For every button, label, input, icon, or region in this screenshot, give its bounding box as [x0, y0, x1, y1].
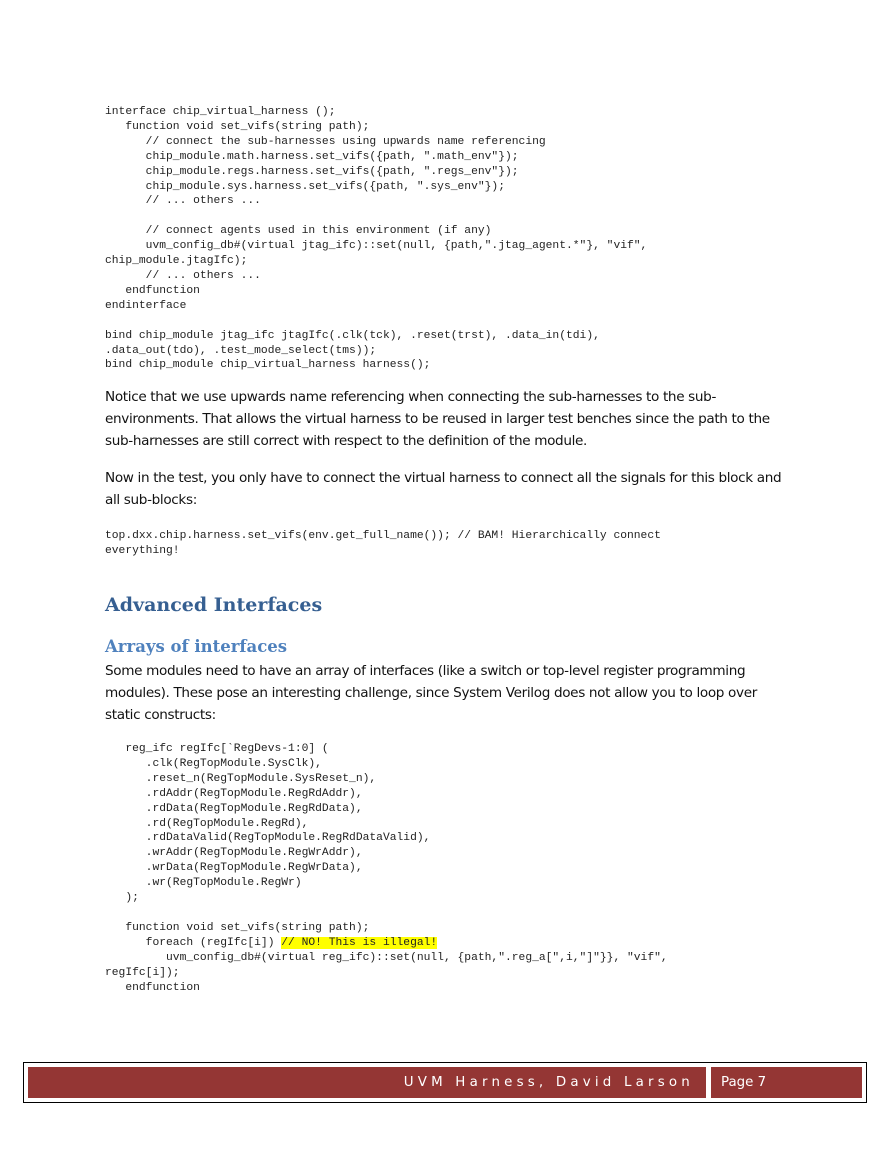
heading-arrays-of-interfaces: Arrays of interfaces: [105, 637, 288, 656]
paragraph-upwards-referencing: Notice that we use upwards name referencing when connecting the sub-harnesses to the sub-environments. That allows the virtual harness to be reused in larger test benches since the path to the sub-harnesses are still correct with respect to the definition of the module.: [105, 389, 770, 449]
heading-advanced-interfaces: Advanced Interfaces: [105, 594, 323, 616]
code-block-reg-ifc-array: [105, 742, 668, 995]
paragraph-arrays-challenge: Some modules need to have an array of interfaces (like a switch or top-level register programming modules). These pose an interesting challenge, since System Verilog does not allow you to loop over static constructs:: [105, 663, 757, 723]
code-block-set-vifs-call: top.dxx.chip.harness.set_vifs(env.get_full_name()); // BAM! Hierarchically connect everything!: [105, 530, 661, 557]
footer-page-number: Page 7: [711, 1067, 862, 1098]
illegal-comment-highlight: // NO! This is illegal!: [281, 936, 438, 949]
code-foreach-line: foreach (regIfc[i]): [105, 936, 282, 949]
paragraph-connect-test: Now in the test, you only have to connect the virtual harness to connect all the signals for this block and all sub-blocks:: [105, 470, 782, 508]
code-block-virtual-harness: interface chip_virtual_harness (); function void set_vifs(string path); // connect the sub-harnesses using upwards name referencing chip_module.math.harness.set_vifs({path, ".math_env"}); chip_module.regs.harness.set_vifs({path, ".regs_env"}); chip_module.sys.harness.set_vifs({path, ".sys_env"}); // ... others ... // connect agents used in this environment (if any) uvm_config_db#(virtual jtag_ifc)::set(null, {path,".jtag_agent.*"}, "vif", chip_module.jtagIfc); // ... others ... endfunction endinterface bind chip_module jtag_ifc jtagIfc(.clk(tck), .reset(trst), .data_in(tdi), .data_out(tdo), .test_mode_select(tms)); bind chip_module chip_virtual_harness harness();: [105, 106, 648, 372]
code-reg-ifc-body: reg_ifc regIfc[`RegDevs-1:0] ( .clk(RegTopModule.SysClk), .reset_n(RegTopModule.SysReset_n), .rdAddr(RegTopModule.RegRdAddr), .rdData(RegTopModule.RegRdData), .rd(RegTopModule.RegRd), .rdDataValid(RegTopModule.RegRdDataValid), .wrAddr(RegTopModule.RegWrAddr), .wrData(RegTopModule.RegWrData), .wr(RegTopModule.RegWr) ); function void set_vifs(string path);: [125, 743, 431, 934]
footer-title: UVM Harness, David Larson: [28, 1067, 706, 1098]
code-config-db-tail: uvm_config_db#(virtual reg_ifc)::set(null, {path,".reg_a[",i,"]"}}, "vif", regIfc[i]); endfunction: [105, 951, 668, 994]
page-footer: [23, 1062, 867, 1103]
